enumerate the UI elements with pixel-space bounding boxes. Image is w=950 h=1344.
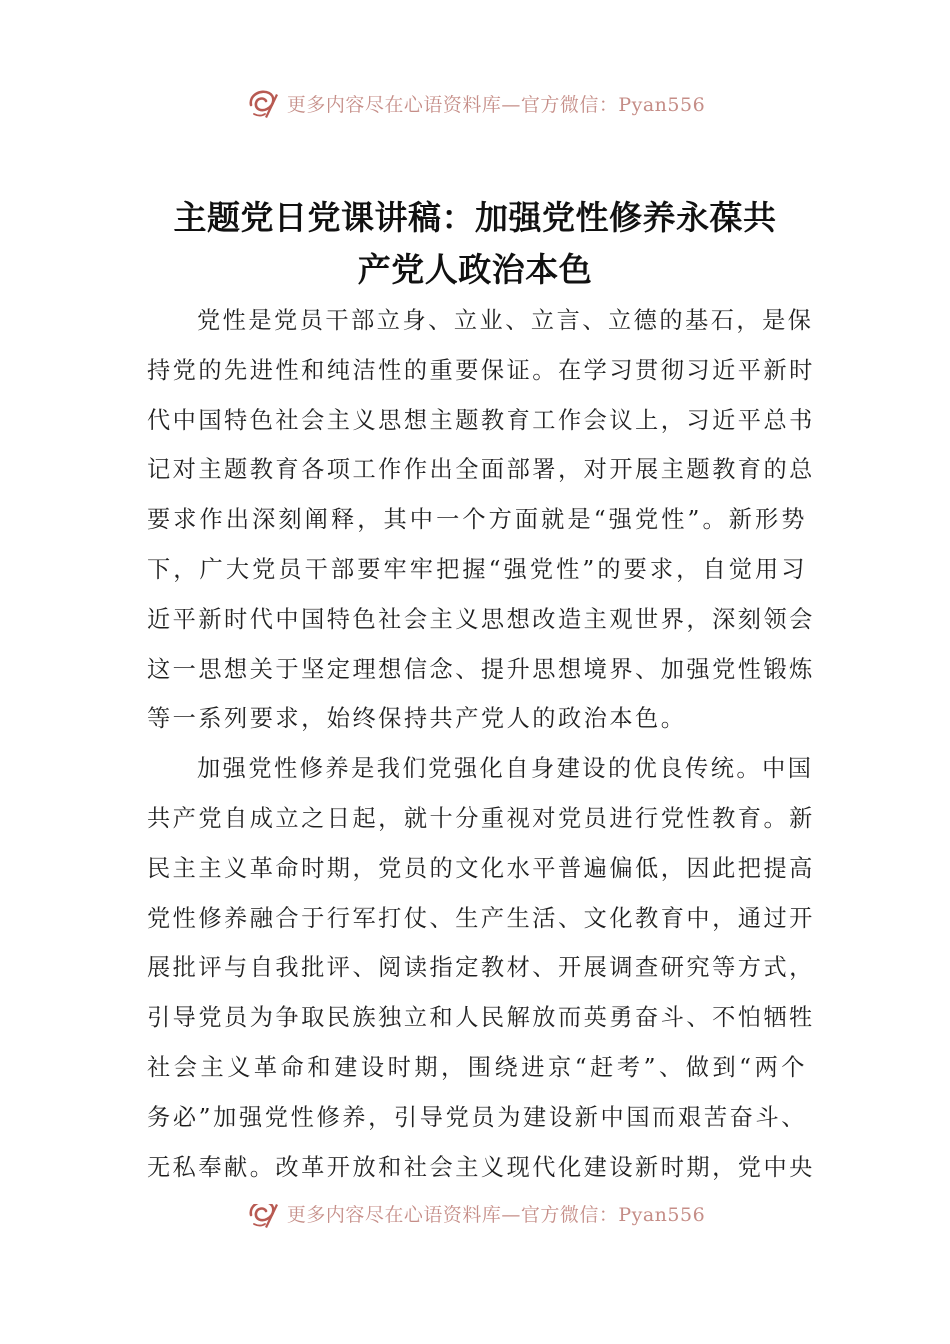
paragraph-line: 务必”加强党性修养，引导党员为建设新中国而艰苦奋斗、: [147, 1103, 807, 1131]
paragraph-line: 引导党员为争取民族独立和人民解放而英勇奋斗、不怕牺牲: [147, 1004, 815, 1032]
title-line-2: 产党人政治本色: [357, 250, 593, 289]
paragraph-line: 下，广大党员干部要牢牢把握“强党性”的要求，自觉用习: [147, 555, 807, 583]
pen-swirl-logo-icon: [245, 85, 281, 121]
paragraph-line: 代中国特色社会主义思想主题教育工作会议上，习近平总书: [147, 406, 815, 434]
document-title: [140, 192, 810, 296]
title-line-1: 主题党日党课讲稿：加强党性修养永葆共: [173, 198, 777, 237]
paragraph-line: 持党的先进性和纯洁性的重要保证。在学习贯彻习近平新时: [147, 356, 815, 384]
header-watermark: [0, 83, 950, 123]
paragraph-line: 民主主义革命时期，党员的文化水平普遍偏低，因此把提高: [147, 854, 815, 882]
document-body: [147, 296, 815, 1192]
paragraph-line: 这一思想关于坚定理想信念、提升思想境界、加强党性锻炼: [147, 655, 815, 683]
watermark-text: 更多内容尽在心语资料库—官方微信：Pyan556: [286, 93, 706, 116]
paragraph-line: 要求作出深刻阐释，其中一个方面就是“强党性”。新形势: [147, 506, 807, 534]
paragraph-line: 记对主题教育各项工作作出全面部署，对开展主题教育的总: [147, 456, 815, 484]
paragraph-line: 党性是党员干部立身、立业、立言、立德的基石，是保: [197, 307, 814, 334]
watermark-text: 更多内容尽在心语资料库—官方微信：Pyan556: [286, 1204, 706, 1226]
paragraph-2: [147, 744, 815, 1192]
paragraph-line: 党性修养融合于行军打仗、生产生活、文化教育中，通过开: [147, 904, 815, 932]
paragraph-1: [147, 296, 815, 744]
paragraph-line: 共产党自成立之日起，就十分重视对党员进行党性教育。新: [147, 804, 815, 832]
paragraph-line: 近平新时代中国特色社会主义思想改造主观世界，深刻领会: [147, 605, 815, 633]
footer-watermark: [0, 1204, 950, 1234]
paragraph-line: 加强党性修养是我们党强化自身建设的优良传统。中国: [197, 755, 814, 783]
pen-swirl-logo-icon: [245, 1204, 281, 1231]
paragraph-line: 等一系列要求，始终保持共产党人的政治本色。: [147, 705, 687, 733]
paragraph-line: 社会主义革命和建设时期，围绕进京“赶考”、做到“两个: [147, 1053, 807, 1081]
paragraph-line: 无私奉献。改革开放和社会主义现代化建设新时期，党中央: [147, 1153, 815, 1181]
paragraph-line: 展批评与自我批评、阅读指定教材、开展调查研究等方式，: [147, 954, 815, 982]
